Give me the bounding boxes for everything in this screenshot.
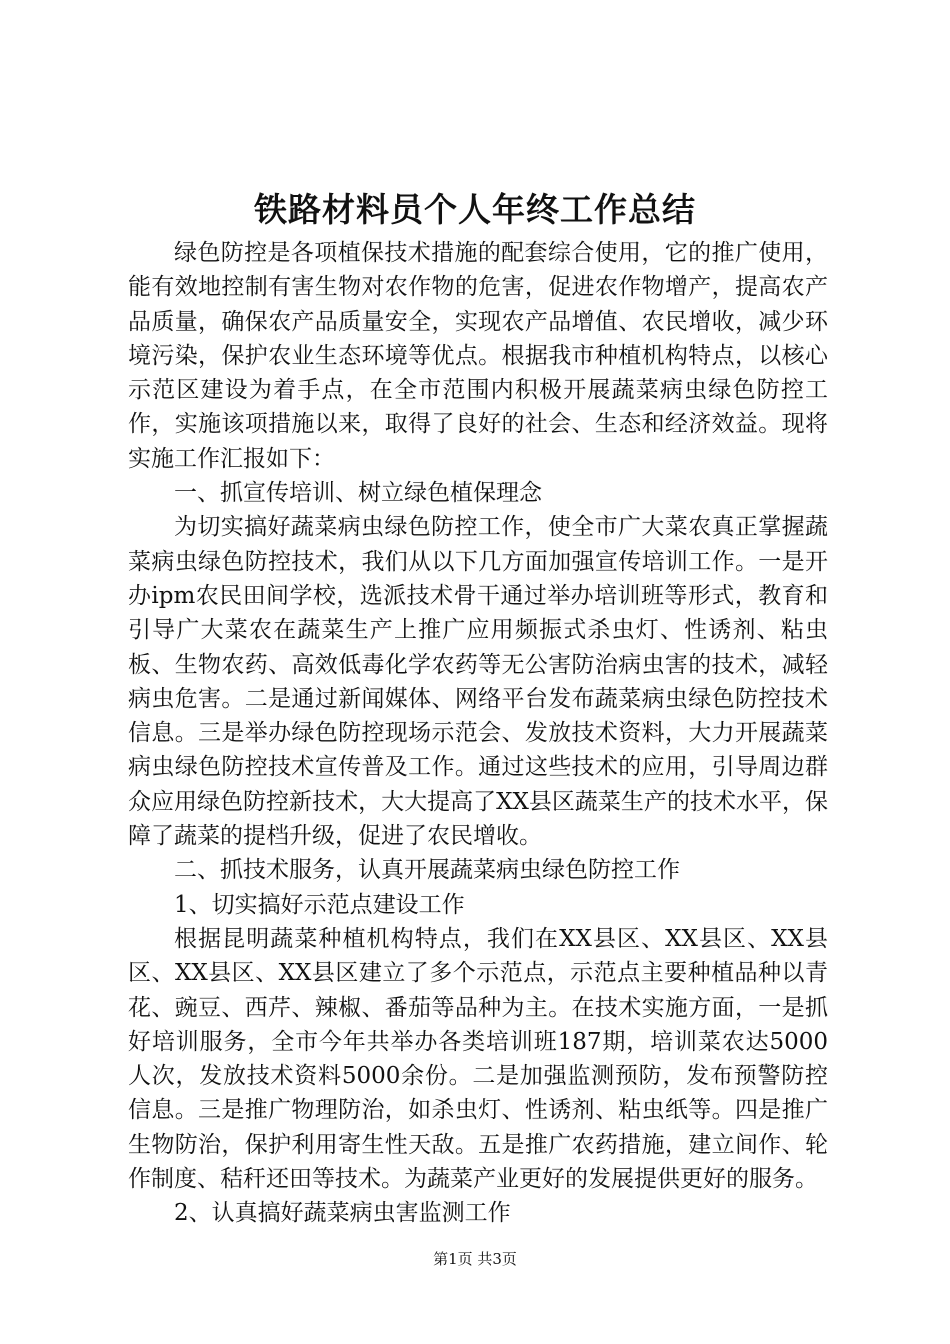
subheading-2-2: 2、认真搞好蔬菜病虫害监测工作 [174,1200,511,1227]
heading-section-2: 二、抓技术服务，认真开展蔬菜病虫绿色防控工作 [174,857,680,884]
heading-section-1: 一、抓宣传培训、树立绿色植保理念 [174,480,542,507]
document-title: 铁路材料员个人年终工作总结 [254,190,696,229]
subheading-2-1: 1、切实搞好示范点建设工作 [174,891,465,918]
paragraph-2-1: 根据昆明蔬菜种植机构特点，我们在XX县区、XX县区、XX县区、XX县区、XX县区建立了多个示范点，示范点主要种植品种以青花、豌豆、西芹、辣椒、番茄等品种为主。在技术实施方面，一是抓好培训服务，全市今年共举办各类培训班187期，培训菜农达5000人次，发放技术资料5000余份。二是加强监测预防，发布预警防控信息。三是推广物理防治，如杀虫灯、性诱剂、粘虫纸等。四是推广生物防治，保护利用寄生性天敌。五是推广农药措施，建立间作、轮作制度、秸秆还田等技术。为蔬菜产业更好的发展提供更好的服务。 [128,925,828,1193]
page-footer: 第1页 共3页 [433,1250,517,1268]
paragraph-section-1: 为切实搞好蔬菜病虫绿色防控工作，使全市广大菜农真正掌握蔬菜病虫绿色防控技术，我们从以下几方面加强宣传培训工作。一是开办ipm农民田间学校，选派技术骨干通过举办培训班等形式，教育和引导广大菜农在蔬菜生产上推广应用频振式杀虫灯、性诱剂、粘虫板、生物农药、高效低毒化学农药等无公害防治病虫害的技术，减轻病虫危害。二是通过新闻媒体、网络平台发布蔬菜病虫绿色防控技术信息。三是举办绿色防控现场示范会、发放技术资料，大力开展蔬菜病虫绿色防控技术宣传普及工作。通过这些技术的应用，引导周边群众应用绿色防控新技术，大大提高了XX县区蔬菜生产的技术水平，保障了蔬菜的提档升级，促进了农民增收。 [128,514,828,850]
paragraph-intro: 绿色防控是各项植保技术措施的配套综合使用，它的推广使用，能有效地控制有害生物对农作物的危害，促进农作物增产，提高农产品质量，确保农产品质量安全，实现农产品增值、农民增收，减少环境污染，保护农业生态环境等优点。根据我市种植机构特点，以核心示范区建设为着手点，在全市范围内积极开展蔬菜病虫绿色防控工作，实施该项措施以来，取得了良好的社会、生态和经济效益。现将实施工作汇报如下： [128,240,828,472]
document-body [128,236,828,1231]
